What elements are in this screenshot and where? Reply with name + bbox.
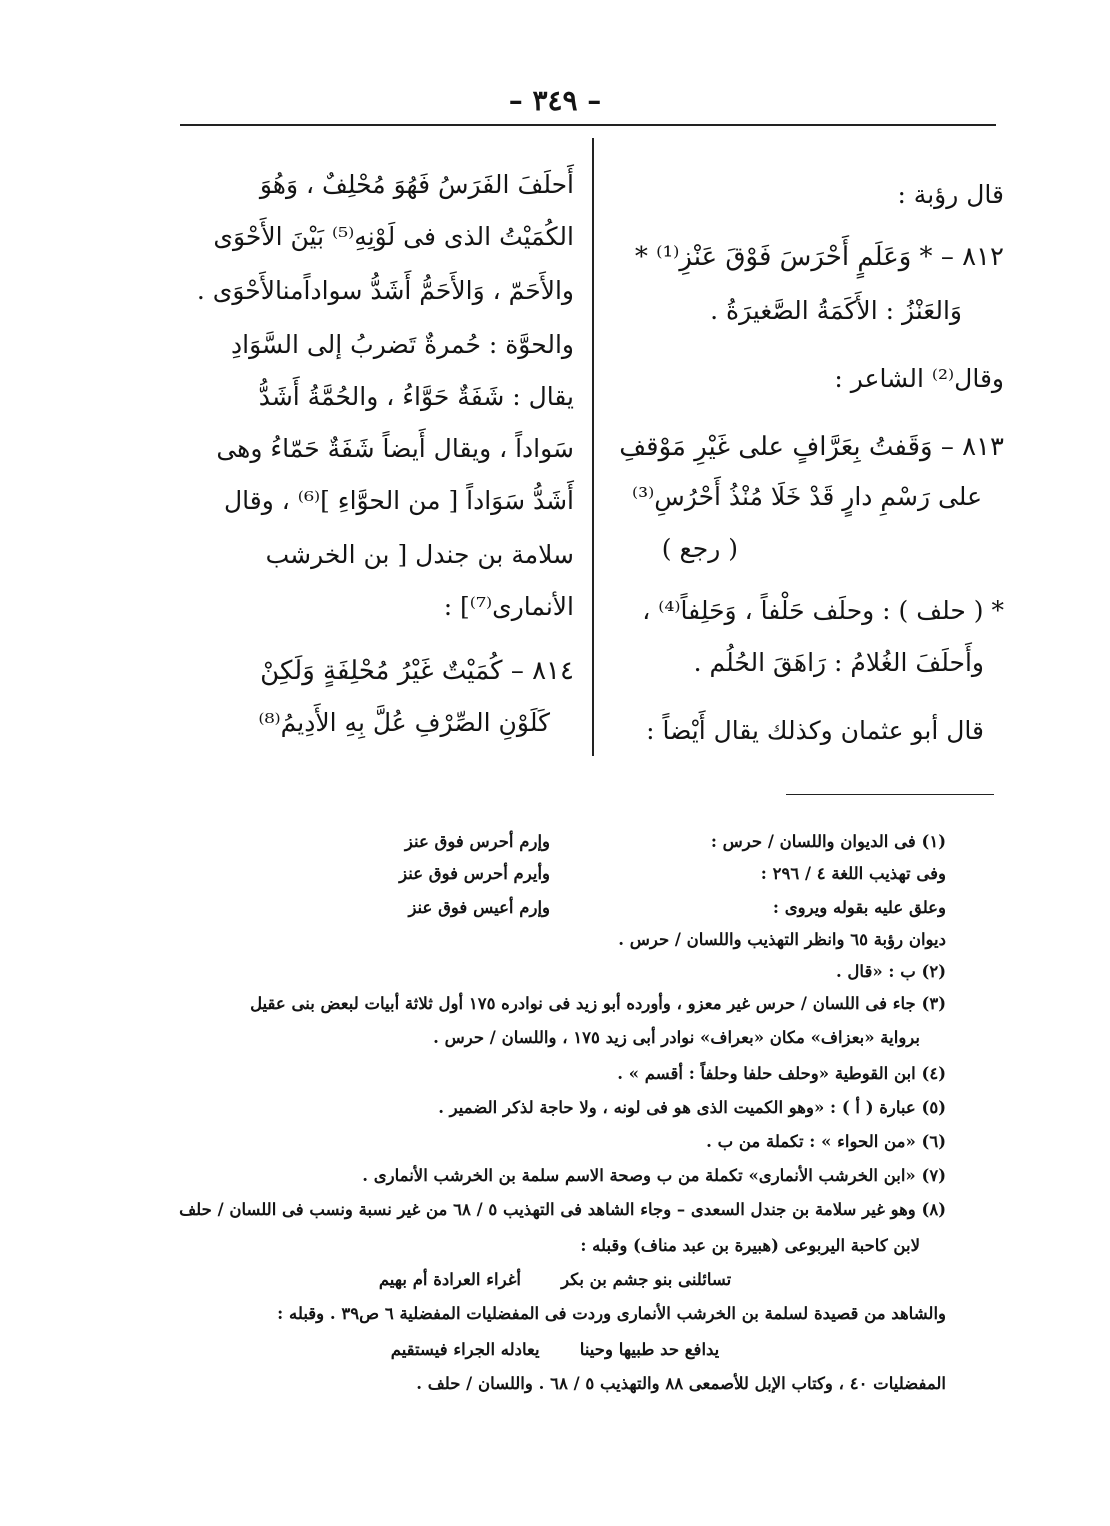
footnote-rule xyxy=(786,794,994,795)
footnote: وعلق عليه بقوله ويروى : xyxy=(772,898,946,917)
footnote: (٣) جاء فى اللسان / حرس غير معزو ، وأورده أبو زيد فى نوادره ١٧٥ أول ثلاثة أبيات لبعض بنى عقيل xyxy=(250,994,946,1013)
column-divider xyxy=(592,138,594,756)
footnote-verse: يدافع حد طبيها وحينا يعادله الجراء فيستقيم xyxy=(390,1340,720,1359)
page-number: – ٣٤٩ – xyxy=(508,84,602,117)
top-rule xyxy=(180,124,996,126)
footnote: وفى تهذيب اللغة ٤ / ٢٩٦ : xyxy=(760,864,946,883)
text-line: قال رؤبة : xyxy=(897,180,1004,209)
text-line: وَالعَنْزُ : الأَكَمَةُ الصَّغيرَةُ . xyxy=(710,296,962,325)
verse-814-hemistich: كَلَوْنِ الصِّرْفِ عُلَّ بِهِ الأَدِيمُ⁽⁸⁾ xyxy=(258,708,550,737)
footnote: لابن كاحبة اليربوعى (هبيرة بن عبد مناف) وقبله : xyxy=(580,1236,920,1255)
text-line: الكُمَيْتُ الذى فى لَوْنِهِ⁽⁵⁾ بَيْنَ الأَحْوَى xyxy=(213,222,574,251)
footnote: والشاهد من قصيدة لسلمة بن الخرشب الأنمارى وردت فى المفضليات المفضلية ٦ ص٣٩ . وقبله : xyxy=(277,1304,946,1323)
verse-813: ٨١٣ – وَقَفتُ بِعَرَّافٍ على غَيْرِ مَوْقفِ xyxy=(619,432,1004,462)
footnote: ديوان رؤبة ٦٥ وانظر التهذيب واللسان / حرس . xyxy=(618,930,946,949)
footnote: (٥) عبارة ( أ ) : «وهو الكميت الذى هو فى لونه ، ولا حاجة لذكر الضمير . xyxy=(438,1098,946,1117)
text-line: والحوَّة : حُمرةٌ تَضربُ إلى السَّوَادِ xyxy=(231,330,574,359)
footnote: (٢) ب : «قال . xyxy=(835,962,946,981)
footnote-verse: تسائلنى بنو جشم بن بكر أغراء العرادة أم بهيم xyxy=(378,1270,732,1289)
text-line: سلامة بن جندل [ بن الخرشب xyxy=(265,540,574,569)
footnote: برواية «بعزاف» مكان «بعراف» نوادر أبى زيد ١٧٥ ، واللسان / حرس . xyxy=(433,1028,920,1047)
footnote-verse: وإرم أعيس فوق عنز xyxy=(408,898,550,917)
text-line: وقال⁽²⁾ الشاعر : xyxy=(834,364,1004,393)
text-line: يقال : شَفَةٌ حَوَّاءُ ، والحُمَّةُ أَشَدُّ xyxy=(258,382,574,411)
text-line: قال أبو عثمان وكذلك يقال أَيْضاً : xyxy=(646,716,984,745)
section-marker: ( رجع ) xyxy=(661,534,738,563)
footnote-verse: وأيرم أحرس فوق عنز xyxy=(399,864,550,883)
text-line: أَشَدُّ سَوَاداً [ من الحوَّاءِ ]⁽⁶⁾ ، وقال xyxy=(224,486,574,515)
text-line: وأَحلَفَ الغُلامُ : رَاهَقَ الحُلُم . xyxy=(693,648,984,677)
verse-813-hemistich: على رَسْمِ دارٍ قَدْ خَلَا مُنْذُ أَحْرُسِ⁽³⁾ xyxy=(631,482,982,511)
footnote: (٦) «من الحواء » : تكملة من ب . xyxy=(706,1132,946,1151)
entry-heading: * ( حلف ) : وحلَف حَلْفاً ، وَحَلِفاً⁽⁴⁾ ، xyxy=(642,596,1004,625)
footnote: (٧) «ابن الخرشب الأنمارى» تكملة من ب وصحة الاسم سلمة بن الخرشب الأنمارى . xyxy=(362,1166,946,1185)
footnote-verse: وإرم أحرس فوق عنز xyxy=(404,832,550,851)
verse-812: ٨١٢ – * وَعَلَمٍ أَحْرَسَ فَوْقَ عَنْزِ⁽¹⁾ * xyxy=(634,242,1004,272)
footnote: (٤) ابن القوطية «وحلف حلفا وحلفاً : أقسم » . xyxy=(617,1064,946,1083)
verse-814: ٨١٤ – كُمَيْتٌ غَيْرُ مُحْلِفَةٍ وَلَكِنْ xyxy=(260,656,574,686)
text-line: والأَحَمّ ، وَالأَحَمُّ أَشَدُّ سواداًمنالأَحْوَى . xyxy=(196,276,574,305)
text-line: أَحلَفَ الفَرَسُ فَهُوَ مُحْلِفٌ ، وَهُوَ xyxy=(259,170,574,199)
footnote: (١) فى الديوان واللسان / حرس : xyxy=(710,832,946,851)
footnote: المفضليات ٤٠ ، وكتاب الإبل للأصمعى ٨٨ والتهذيب ٥ / ٦٨ . واللسان / حلف . xyxy=(416,1374,946,1393)
footnote: (٨) وهو غير سلامة بن جندل السعدى – وجاء الشاهد فى التهذيب ٥ / ٦٨ من غير نسبة ونسب فى اللسان / حلف xyxy=(179,1200,946,1219)
text-line: الأنمارى⁽⁷⁾] : xyxy=(443,592,574,621)
text-line: سَواداً ، ويقال أَيضاً شَفَةٌ حَمّاءُ وهى xyxy=(216,434,574,463)
